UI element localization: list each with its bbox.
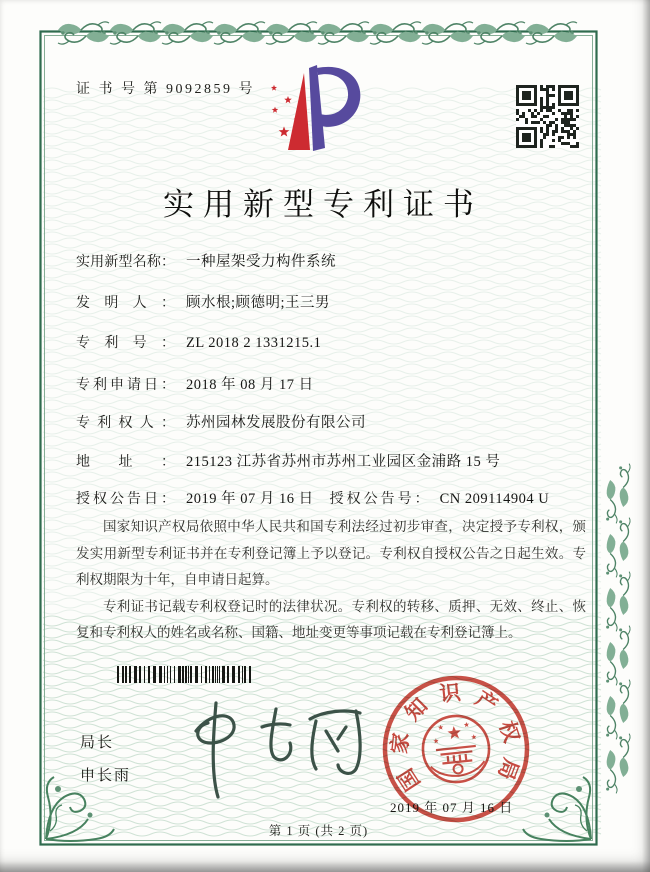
field-row-name — [76, 250, 336, 271]
seal-date: 2019 年 07 月 16 日 — [390, 800, 514, 815]
emblem-stars — [432, 721, 477, 743]
field-value: 215123 江苏省苏州市苏州工业园区金浦路 15 号 — [186, 454, 501, 470]
svg-text:权: 权 — [494, 718, 524, 746]
grant-no-value: CN 209114904 U — [439, 491, 550, 507]
grant-date-label: 授权公告日： — [76, 492, 175, 507]
svg-text:知: 知 — [400, 693, 433, 726]
page-number: 第 1 页 (共 2 页) — [268, 824, 369, 838]
legal-paragraph-2: 专利证书记载专利权登记时的法律状况。专利权的转移、质押、无效、终止、恢复和专利权人的姓名或名称、国籍、地址变更等事项记载在专利登记簿上。 — [76, 598, 586, 641]
field-label: 实用新型名称： — [76, 255, 175, 270]
svg-text:局: 局 — [493, 754, 524, 784]
field-row-grant — [76, 487, 549, 508]
field-row-address — [76, 450, 500, 471]
qr-code — [516, 85, 579, 148]
field-label: 专利权人： — [76, 416, 175, 431]
svg-text:家: 家 — [387, 731, 414, 755]
grant-date-value: 2019 年 07 月 16 日 — [186, 491, 314, 507]
svg-text:识: 识 — [438, 680, 462, 707]
certificate-title: 实用新型专利证书 — [163, 187, 483, 222]
field-label: 专利号： — [76, 336, 175, 351]
national-emblem-icon — [420, 713, 493, 786]
signer-name: 申长雨 — [80, 768, 132, 784]
field-row-patent-no — [76, 332, 321, 352]
field-value: 顾水根;顾德明;王三男 — [186, 295, 331, 311]
barcode — [117, 666, 251, 683]
field-value: 苏州园林发展股份有限公司 — [186, 415, 366, 431]
field-label: 发明人： — [76, 296, 175, 311]
field-row-filing-date — [76, 373, 314, 394]
scan-edge-right — [642, 0, 650, 872]
field-value: 一种屋架受力构件系统 — [186, 254, 336, 270]
legal-text — [76, 514, 586, 647]
field-label: 专利申请日： — [76, 378, 175, 393]
logo-purple-stem — [309, 65, 325, 151]
field-value: 2018 年 08 月 17 日 — [186, 377, 314, 393]
field-label: 地址： — [76, 455, 175, 470]
field-value: ZL 2018 2 1331215.1 — [186, 335, 322, 351]
logo-red-spike — [288, 73, 310, 150]
logo-purple-bowl — [317, 67, 360, 127]
cnipa-logo-icon — [260, 58, 370, 164]
grant-no-label: 授权公告号： — [329, 492, 429, 507]
signer-block — [80, 727, 131, 793]
field-row-patentee — [76, 411, 366, 432]
svg-text:产: 产 — [471, 686, 502, 718]
field-row-inventors — [76, 291, 330, 312]
svg-text:国: 国 — [393, 764, 425, 795]
signature-ink — [158, 697, 370, 807]
certificate-number: 证 书 号 第 9092859 号 — [76, 82, 255, 97]
scan-edge-bottom — [0, 861, 650, 872]
legal-paragraph-1: 国家知识产权局依照中华人民共和国专利法经过初步审查，决定授予专利权，颁发实用新型专利证书并在专利登记簿上予以登记。专利权自授权公告之日起生效。专利权期限为十年，自申请日起算。 — [76, 519, 586, 588]
signer-title: 局长 — [80, 735, 115, 751]
